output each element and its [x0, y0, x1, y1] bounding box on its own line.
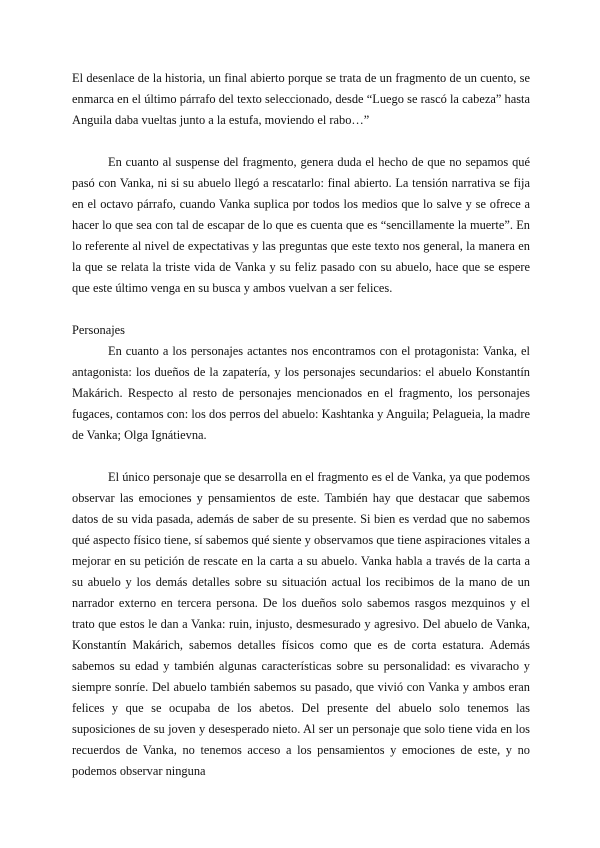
paragraph-personajes-actantes: En cuanto a los personajes actantes nos encontramos con el protagonista: Vanka, el antagonista: los dueños de la zapatería, y los personajes secundarios: el abuelo Konstantín Makárich. Respecto al resto de personajes mencionados en el fragmento, los personajes fugaces, contamos con: los dos perros del abuelo: Kashtanka y Anguila; Pelagueia, la madre de Vanka; Olga Ignátievna.: [72, 344, 530, 442]
section-heading-personajes: Personajes: [72, 323, 125, 337]
paragraph-personaje-vanka: El único personaje que se desarrolla en el fragmento es el de Vanka, ya que podemos observar las emociones y pensamientos de este. También hay que destacar que sabemos datos de su vida pasada, además de saber de su presente. Si bien es verdad que no sabemos qué aspecto físico tiene, sí sabemos qué siente y observamos que tiene aspiraciones vitales a mejorar en su petición de rescate en la carta a su abuelo. Vanka habla a través de la carta a su abuelo y los demás detalles sobre su situación actual los recibimos de la mano de un narrador externo en tercera persona. De los dueños solo sabemos rasgos mezquinos y el trato que estos le dan a Vanka: ruin, injusto, desmesurado y agresivo. Del abuelo de Vanka, Konstantín Makárich, sabemos detalles físicos como que es de corta estatura. Además sabemos su edad y también algunas características sobre su personalidad: es vivaracho y siempre sonríe. Del abuelo también sabemos su pasado, que vivió con Vanka y ambos eran felices y que se ocupaba de los abetos. Del presente del abuelo solo tenemos las suposiciones de su joven y desesperado nieto. Al ser un personaje que solo tiene vida en los recuerdos de Vanka, no tenemos acceso a los pensamientos y emociones de este, y no podemos observar ninguna: [72, 470, 530, 778]
paragraph-desenlace: El desenlace de la historia, un final abierto porque se trata de un fragmento de un cuento, se enmarca en el último párrafo del texto seleccionado, desde “Luego se rascó la cabeza” hasta Anguila daba vueltas junto a la estufa, moviendo el rabo…”: [72, 71, 530, 127]
paragraph-suspense: En cuanto al suspense del fragmento, genera duda el hecho de que no sepamos qué pasó con Vanka, ni si su abuelo llegó a rescatarlo: final abierto. La tensión narrativa se fija en el octavo párrafo, cuando Vanka suplica por todos los medios que lo salve y se ofrece a hacer lo que sea con tal de escapar de lo que es cuenta que es “sencillamente la muerte”. En lo referente al nivel de expectativas y las preguntas que este texto nos general, la manera en la que se relata la triste vida de Vanka y su feliz pasado con su abuelo, hace que se espere que este último venga en su busca y ambos vuelvan a ser felices.: [72, 155, 530, 295]
